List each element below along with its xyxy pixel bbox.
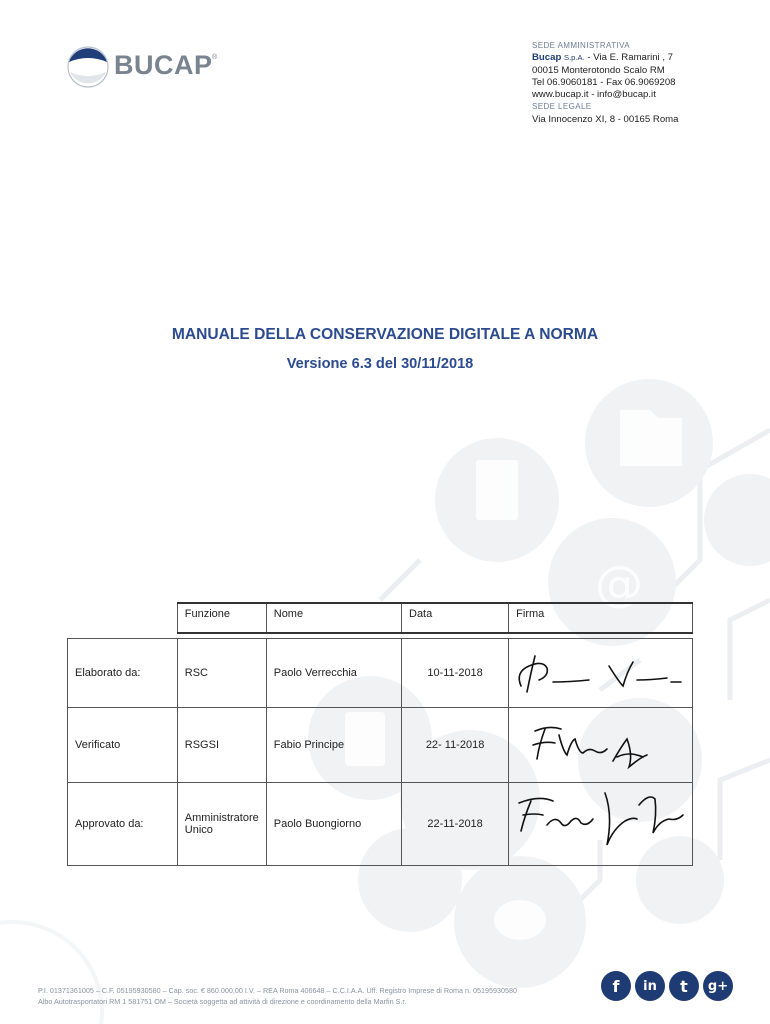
google-plus-icon[interactable]: g+ (703, 971, 733, 1001)
row-date: 10-11-2018 (402, 639, 509, 708)
twitter-icon[interactable]: t (669, 971, 699, 1001)
admin-street: - Via E. Ramarini , 7 (584, 52, 674, 64)
row-signature (509, 639, 693, 708)
signature-image-1 (509, 642, 685, 702)
row-function: RSC (177, 639, 266, 708)
admin-city: 00015 Monterotondo Scalo RM (532, 64, 665, 76)
legal-footer (38, 985, 517, 1007)
row-role: Verificato (68, 708, 178, 783)
legal-office-label: SEDE LEGALE (532, 102, 592, 112)
row-function: RSGSI (177, 708, 266, 783)
signature-image-3 (509, 785, 685, 861)
row-date: 22-11-2018 (402, 783, 509, 866)
row-date: 22- 11-2018 (402, 708, 509, 783)
table-row (68, 783, 693, 866)
header-firma: Firma (509, 603, 693, 633)
admin-web: www.bucap.it - info@bucap.it (532, 89, 656, 101)
row-name: Fabio Principe (266, 708, 401, 783)
row-function: Amministratore Unico (177, 783, 266, 866)
table-row (68, 639, 693, 708)
svg-text:@: @ (595, 556, 643, 612)
brand-name: BUCAP (114, 50, 213, 80)
facebook-icon[interactable]: f (601, 971, 631, 1001)
footer-line-2: Albo Autotrasportatori RM 1 581751 OM – Società soggetta ad attività di direzione e coordinamento della Marfin S.r. (38, 997, 407, 1006)
document-title: MANUALE DELLA CONSERVAZIONE DIGITALE A NORMA (171, 326, 599, 343)
document-version: Versione 6.3 del 30/11/2018 (286, 356, 474, 372)
row-name: Paolo Verrecchia (266, 639, 401, 708)
company-name: Bucap (532, 52, 562, 64)
table-header-row (68, 603, 693, 633)
row-name: Paolo Buongiorno (266, 783, 401, 866)
admin-phone: Tel 06.9060181 - Fax 06.9069208 (532, 76, 676, 88)
company-suffix: S.p.A. (564, 53, 585, 63)
admin-office-label: SEDE AMMINISTRATIVA (532, 41, 630, 50)
approval-table (67, 602, 693, 866)
legal-address: Via Innocenzo XI, 8 - 00165 Roma (532, 113, 679, 125)
header-data: Data (402, 603, 509, 633)
linkedin-icon[interactable]: in (635, 971, 665, 1001)
address-block (532, 40, 679, 126)
row-role: Approvato da: (68, 783, 178, 866)
row-signature (509, 783, 693, 866)
table-row (68, 708, 693, 783)
signature-image-2 (509, 711, 685, 777)
company-line (532, 52, 679, 64)
footer-line-1: P.I. 01371361005 – C.F. 05195930580 – Cap. soc. € 860.000,00 I.V. – REA Roma 406648 – C.C.I.A.A. Uff. Registro Imprese di Roma n. 05195930580 (38, 986, 517, 995)
registered-mark: ® (212, 54, 218, 61)
header-funzione: Funzione (177, 603, 266, 633)
row-role: Elaborato da: (68, 639, 178, 708)
header-nome: Nome (266, 603, 401, 633)
row-signature (509, 708, 693, 783)
